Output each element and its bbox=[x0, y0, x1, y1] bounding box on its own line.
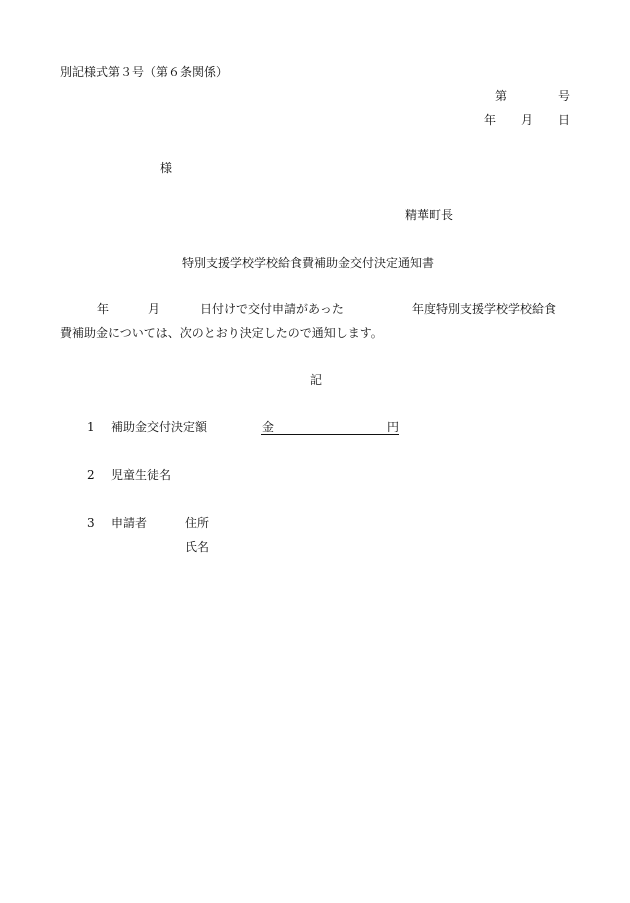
item-1-amount-prefix: 金 bbox=[262, 420, 275, 434]
body-date-text: 日付けで交付申請があった bbox=[200, 302, 344, 316]
item-3-label: 申請者 bbox=[111, 516, 148, 530]
item-3-name-label: 氏名 bbox=[185, 540, 210, 554]
issue-date-year: 年 bbox=[484, 113, 497, 127]
body-line-2: 費補助金については、次のとおり決定したので通知します。 bbox=[60, 326, 383, 340]
issue-date-month: 月 bbox=[521, 113, 534, 127]
item-2-label: 児童生徒名 bbox=[111, 468, 172, 482]
item-1-amount-suffix: 円 bbox=[387, 420, 400, 434]
issue-date-day: 日 bbox=[558, 113, 571, 127]
item-3-number: 3 bbox=[87, 516, 95, 530]
document-title: 特別支援学校学校給食費補助金交付決定通知書 bbox=[182, 256, 435, 270]
sender-name: 精華町長 bbox=[405, 208, 454, 222]
item-1-amount-underline bbox=[261, 434, 399, 435]
form-label: 別記様式第３号（第６条関係） bbox=[60, 65, 229, 79]
addressee-honorific: 様 bbox=[160, 161, 173, 175]
item-2-number: 2 bbox=[87, 468, 95, 482]
document-number-suffix: 号 bbox=[558, 89, 571, 103]
body-month: 月 bbox=[148, 302, 161, 316]
body-year: 年 bbox=[97, 302, 110, 316]
body-fiscal-text: 年度特別支援学校学校給食 bbox=[412, 302, 557, 316]
ki-heading: 記 bbox=[310, 373, 323, 387]
document-number-prefix: 第 bbox=[495, 89, 508, 103]
item-1-number: 1 bbox=[87, 420, 95, 434]
item-1-label: 補助金交付決定額 bbox=[111, 420, 208, 434]
item-3-address-label: 住所 bbox=[185, 516, 210, 530]
